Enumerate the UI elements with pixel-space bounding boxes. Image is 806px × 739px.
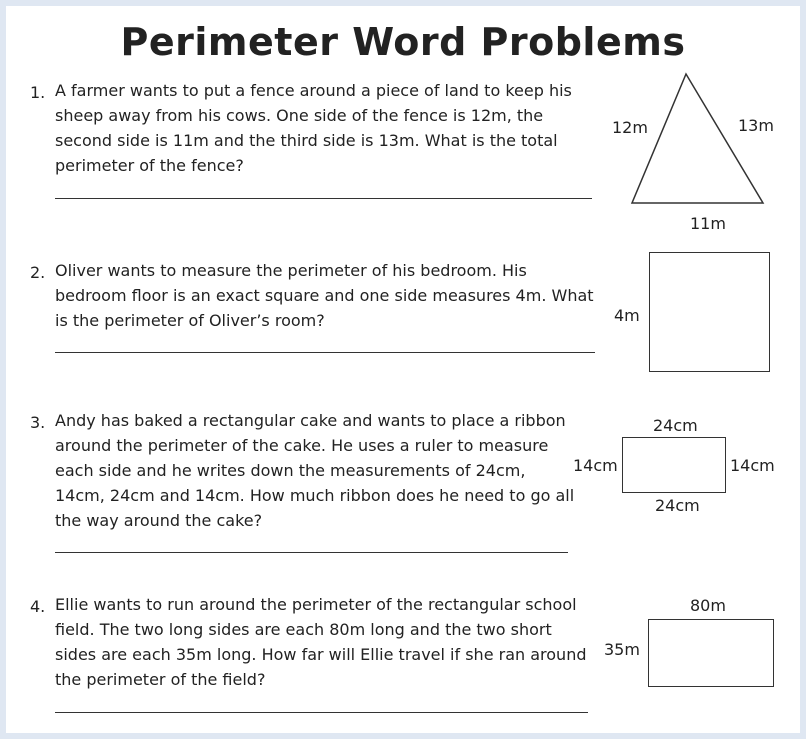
square-shape: [649, 252, 770, 372]
field-left-label: 35m: [604, 640, 640, 659]
question-4-number: 4.: [30, 597, 46, 616]
cake-bottom-label: 24cm: [655, 496, 700, 515]
question-2-number: 2.: [30, 263, 46, 282]
question-3-number: 3.: [30, 413, 46, 432]
worksheet: [6, 6, 800, 733]
question-1-triangle: [628, 72, 768, 207]
question-2-text: Oliver wants to measure the perimeter of his bedroom. His bedroom floor is an exact square and one side measures 4m. What is the perimeter of Oliver’s room?: [55, 261, 594, 330]
cake-top-label: 24cm: [653, 416, 698, 435]
field-top-label: 80m: [690, 596, 726, 615]
question-1-answer-line[interactable]: [55, 198, 592, 199]
cake-left-label: 14cm: [573, 456, 618, 475]
triangle-bottom-label: 11m: [690, 214, 726, 233]
field-rectangle-shape: [648, 619, 774, 687]
question-4-answer-line[interactable]: [55, 712, 588, 713]
page-title: Perimeter Word Problems: [120, 20, 686, 64]
question-1-number: 1.: [30, 83, 46, 102]
triangle-left-label: 12m: [612, 118, 648, 137]
triangle-shape: [632, 74, 763, 203]
cake-right-label: 14cm: [730, 456, 775, 475]
question-3-text: Andy has baked a rectangular cake and wants to place a ribbon around the perimeter of the cake. He uses a ruler to measure each side and he writes down the measurements of 24cm, 14cm, 24cm and 14cm. How much ribbon does he need to go all the way around the cake?: [55, 411, 575, 530]
question-3-answer-line[interactable]: [55, 552, 568, 553]
question-2-answer-line[interactable]: [55, 352, 595, 353]
square-side-label: 4m: [614, 306, 640, 325]
triangle-right-label: 13m: [738, 116, 774, 135]
question-1-text: A farmer wants to put a fence around a piece of land to keep his sheep away from his cows. One side of the fence is 12m, the second side is 11m and the third side is 13m. What is the total perimeter of the fence?: [55, 81, 572, 175]
question-4-text: Ellie wants to run around the perimeter of the rectangular school field. The two long sides are each 80m long and the two short sides are each 35m long. How far will Ellie travel if she ran around the perimeter of the field?: [55, 595, 587, 689]
cake-rectangle-shape: [622, 437, 726, 493]
